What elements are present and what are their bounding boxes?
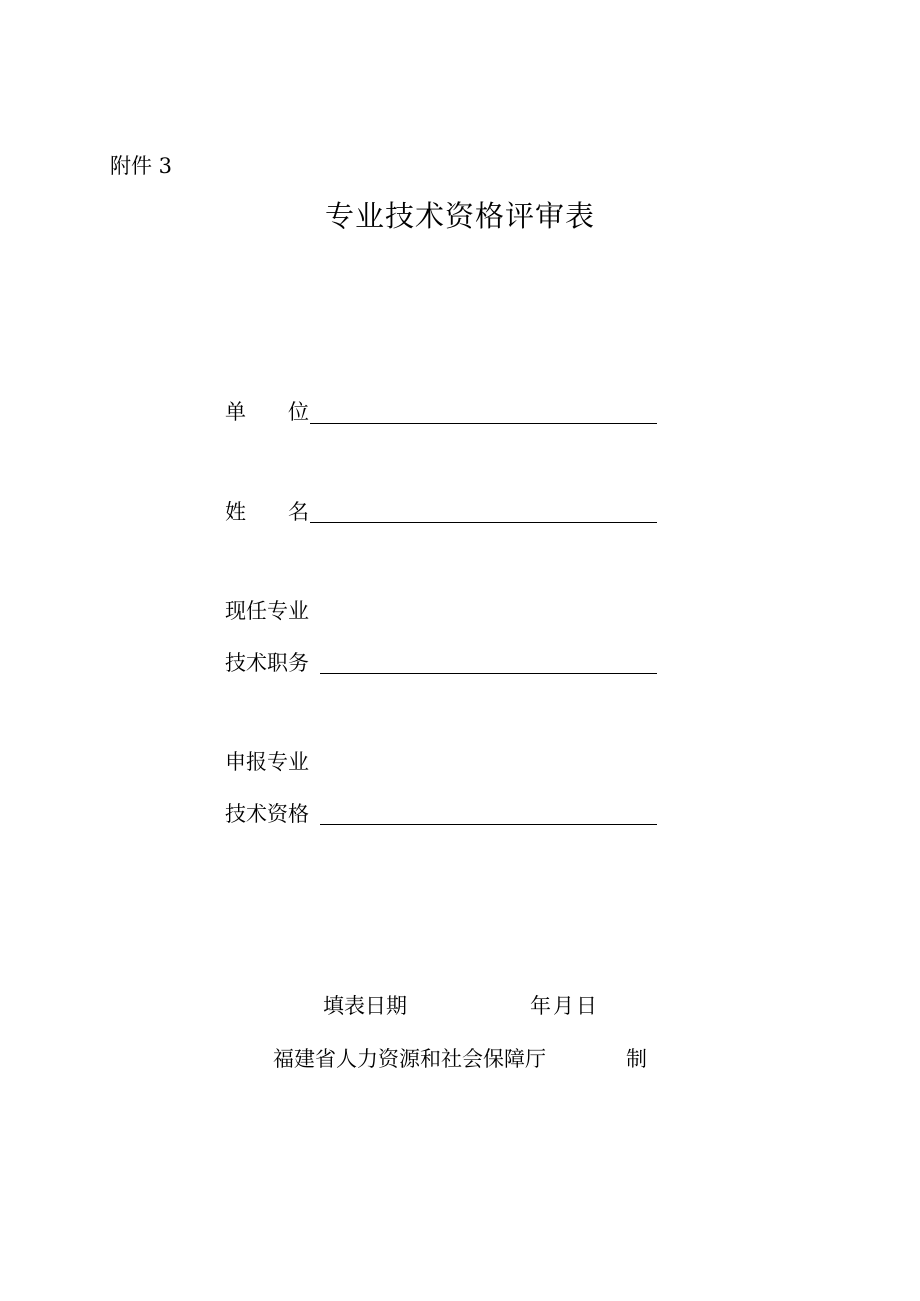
unit-field-line[interactable] [310,423,657,424]
apply-title-label-line2: 技术资格 [225,802,309,826]
name-label-char2: 名 [288,500,309,524]
apply-title-field-line[interactable] [320,824,657,825]
apply-title-label-line1: 申报专业 [225,750,309,774]
form-title: 专业技术资格评审表 [324,199,595,233]
issuer-name: 福建省人力资源和社会保障厅 [273,1047,546,1071]
current-title-label-line2: 技术职务 [225,651,309,675]
fill-date-units: 年月日 [530,994,599,1018]
fill-date-label: 填表日期 [323,994,407,1018]
current-title-field-line[interactable] [320,673,657,674]
attachment-label: 附件 3 [110,154,173,178]
current-title-label-line1: 现任专业 [225,599,309,623]
name-field-line[interactable] [310,522,657,523]
issuer-suffix: 制 [626,1047,647,1071]
unit-label-char1: 单 [225,400,246,424]
name-label-char1: 姓 [225,500,246,524]
unit-label-char2: 位 [288,400,309,424]
